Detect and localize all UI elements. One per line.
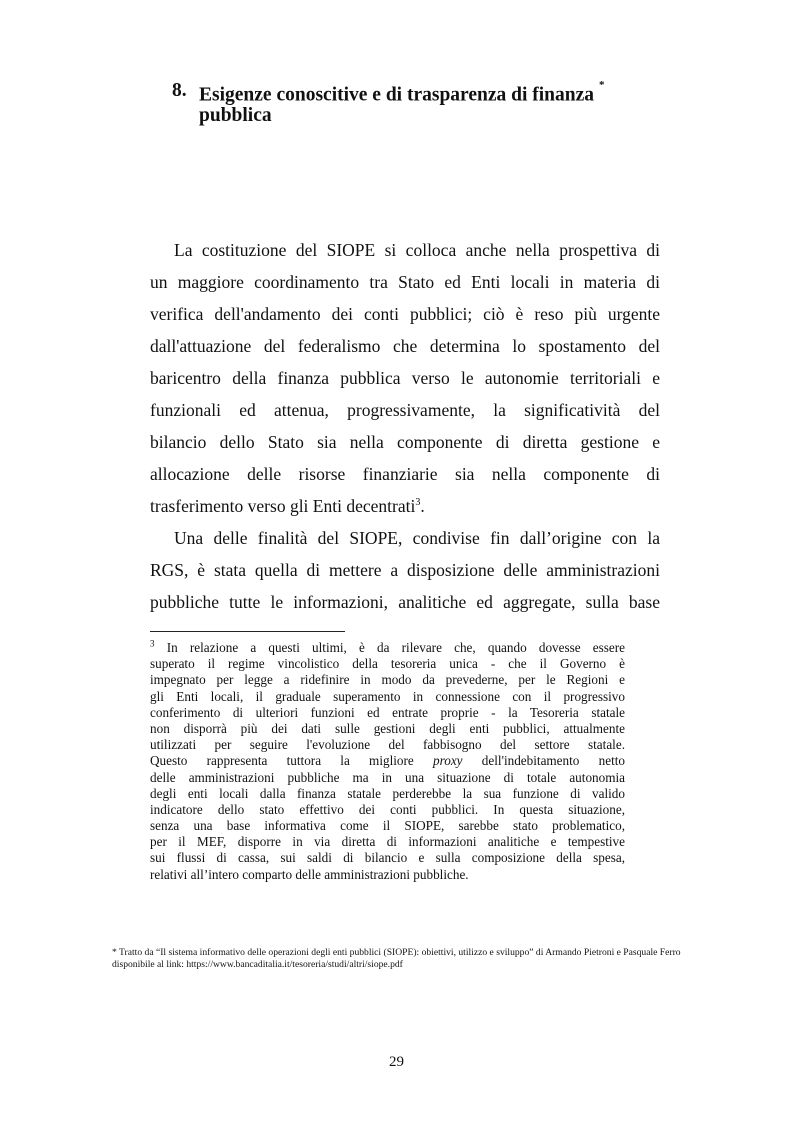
section-title-line-2: pubblica: [199, 105, 272, 126]
footnote-line: conferimento di ulteriori funzioni ed entrate proprie - la Tesoreria statale: [150, 704, 625, 720]
text-line: trasferimento verso gli Enti decentrati$^3$.: [150, 496, 425, 516]
text-line: funzionali ed attenua, progressivamente, la significatività del: [150, 400, 660, 420]
footnote-line: degli enti locali dalla finanza statale perderebbe la sua funzione di valido: [150, 785, 625, 801]
footnote-ref-3[interactable]: 3: [415, 497, 421, 509]
footnote-line: sui flussi di cassa, sui saldi di bilancio e sulla composizione della spesa,: [150, 850, 625, 866]
footnote-line: indicatore dello stato effettivo dei conti pubblici. In questa situazione,: [150, 801, 625, 817]
text-line: RGS, è stata quella di mettere a disposizione delle amministrazioni: [150, 560, 660, 580]
section-title-line-1: Esigenze conoscitive e di trasparenza di finanza *: [199, 79, 605, 106]
source-note: [112, 947, 692, 971]
text-line: La costituzione del SIOPE si colloca anche nella prospettiva di: [174, 240, 660, 260]
footnote-3: [150, 640, 625, 883]
section-number: 8.: [172, 80, 187, 101]
footnote-line: utilizzati per seguire l'evoluzione del fabbisogno del settore statale.: [150, 737, 625, 753]
text-line: verifica dell'andamento dei conti pubblici; ciò è reso più urgente: [150, 304, 660, 324]
footnote-line: Questo rappresenta tuttora la migliore proxy dell'indebitamento netto: [150, 753, 626, 769]
source-note-link[interactable]: disponibile al link: https://www.bancaditalia.it/tesoreria/studi/altri/siope.pdf: [112, 959, 403, 970]
footnote-line: non disporrà più dei dati sulle gestioni degli enti pubblici, attualmente: [150, 720, 625, 736]
body-paragraph-2: [150, 522, 660, 618]
footnote-marker: 3: [150, 638, 155, 649]
footnote-line: relativi all’intero comparto delle amministrazioni pubbliche.: [150, 866, 469, 882]
text-line: bilancio dello Stato sia nella componente di diretta gestione e: [150, 432, 660, 452]
footnote-line: $^3$ In relazione a questi ultimi, è da rilevare che, quando dovesse essere: [150, 638, 626, 655]
page-number: 29: [389, 1054, 404, 1070]
text-line: baricentro della finanza pubblica verso le autonomie territoriali e: [150, 368, 660, 388]
text-line: pubbliche tutte le informazioni, analitiche ed aggregate, sulla base: [150, 592, 660, 612]
source-note-line: * Tratto da “Il sistema informativo delle operazioni degli enti pubblici (SIOPE): obiettivi, utilizzo e sviluppo” di Armando Pietroni e Pasquale Ferro: [112, 947, 681, 958]
footnote-line: gli Enti locali, il graduale superamento in connessione con il progressivo: [150, 688, 625, 704]
title-footnote-star[interactable]: *: [599, 79, 605, 91]
footnote-line: senza una base informativa come il SIOPE, sarebbe stato problematico,: [150, 818, 625, 834]
footnote-divider: [150, 631, 345, 632]
footnote-line: impegnato per legge a ridefinire in modo da prevederne, per le Regioni e: [150, 672, 625, 688]
body-paragraph-1: [150, 234, 660, 522]
italic-proxy: proxy: [433, 753, 463, 769]
footnote-line: per il MEF, disporre in via diretta di informazioni analitiche e tempestive: [150, 834, 625, 850]
text-line: dall'attuazione del federalismo che determina lo spostamento del: [150, 336, 660, 356]
text-line: un maggiore coordinamento tra Stato ed Enti locali in materia di: [150, 272, 660, 292]
text-line: allocazione delle risorse finanziarie sia nella componente di: [150, 464, 660, 484]
footnote-line: delle amministrazioni pubbliche ma in una situazione di totale autonomia: [150, 769, 625, 785]
footnote-line: superato il regime vincolistico della tesoreria unica - che il Governo è: [150, 656, 625, 672]
text-line: Una delle finalità del SIOPE, condivise fin dall’origine con la: [174, 528, 660, 548]
